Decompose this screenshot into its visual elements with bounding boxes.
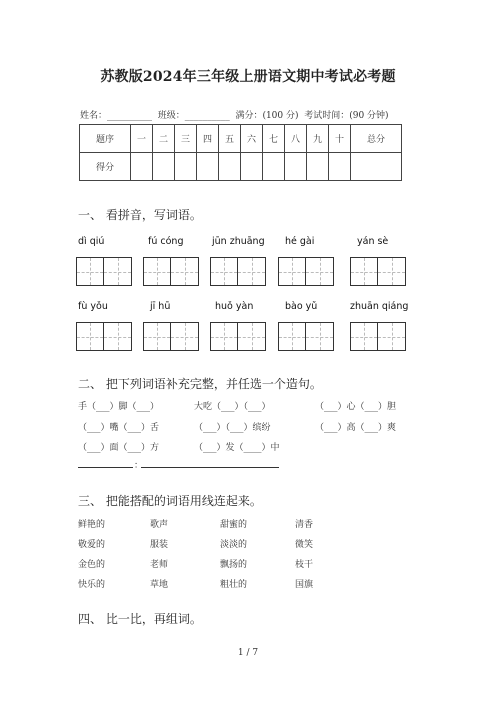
section-2-heading: 二、 把下列词语补充完整，并任选一个造句。 — [78, 377, 322, 391]
pinyin-label: fù yǒu — [78, 301, 108, 312]
header-cell: 九 — [307, 125, 329, 153]
writing-grid[interactable] — [350, 257, 406, 286]
match-word[interactable]: 枝干 — [295, 560, 314, 570]
writing-grid[interactable] — [76, 257, 132, 286]
writing-grid[interactable] — [278, 257, 334, 286]
section-3-heading: 三、 把能搭配的词语用线连起来。 — [78, 494, 262, 508]
fill-item[interactable]: （___）嘴（___）舌 — [78, 423, 160, 433]
score-cell[interactable] — [263, 153, 285, 181]
score-cell[interactable] — [153, 153, 175, 181]
header-cell: 四 — [197, 125, 219, 153]
score-table-score-row — [80, 153, 402, 181]
match-word[interactable]: 服装 — [150, 540, 169, 550]
section-1-heading: 一、 看拼音，写词语。 — [78, 208, 202, 222]
student-info-line: 姓名：__________ 班级：__________ 满分：(100 分) 考试时间：(90 分钟) — [80, 111, 389, 121]
pinyin-label: yán sè — [357, 236, 389, 247]
score-table — [79, 124, 402, 181]
header-cell: 一 — [131, 125, 153, 153]
score-cell[interactable] — [175, 153, 197, 181]
header-cell: 二 — [153, 125, 175, 153]
page-number: 1 / 7 — [237, 648, 259, 658]
match-word[interactable]: 老师 — [150, 560, 169, 570]
colon: ： — [134, 461, 144, 471]
writing-grid[interactable] — [278, 322, 334, 351]
fill-item[interactable]: （___）高（___）爽 — [315, 423, 397, 433]
match-word[interactable]: 淡淡的 — [220, 540, 248, 550]
score-cell[interactable] — [219, 153, 241, 181]
writing-grid[interactable] — [76, 322, 132, 351]
match-word[interactable]: 甜蜜的 — [220, 520, 248, 530]
match-word[interactable]: 鲜艳的 — [78, 520, 106, 530]
match-word[interactable]: 微笑 — [295, 540, 314, 550]
match-word[interactable]: 飘扬的 — [220, 560, 248, 570]
writing-grid[interactable] — [350, 322, 406, 351]
fill-item[interactable]: 大吃（___）（___） — [194, 402, 271, 412]
fill-item[interactable]: （___）面（___）方 — [78, 443, 160, 453]
section-4-heading: 四、 比一比，再组词。 — [78, 612, 202, 626]
pinyin-label: jī hū — [150, 301, 171, 312]
pinyin-label: hé gài — [285, 236, 315, 247]
score-cell[interactable] — [351, 153, 402, 181]
header-cell: 十 — [329, 125, 351, 153]
header-cell: 三 — [175, 125, 197, 153]
header-cell: 八 — [285, 125, 307, 153]
pinyin-label: bào yǔ — [285, 301, 318, 312]
header-cell: 题序 — [80, 125, 131, 153]
header-cell: 五 — [219, 125, 241, 153]
header-cell: 六 — [241, 125, 263, 153]
writing-grid[interactable] — [210, 257, 266, 286]
match-word[interactable]: 敬爱的 — [78, 540, 106, 550]
score-cell[interactable] — [329, 153, 351, 181]
score-cell[interactable] — [285, 153, 307, 181]
match-word[interactable]: 国旗 — [295, 580, 314, 590]
match-word[interactable]: 快乐的 — [78, 580, 106, 590]
score-row-label: 得分 — [80, 153, 131, 181]
fill-item[interactable]: （___）（___）缤纷 — [194, 423, 271, 433]
fill-item[interactable]: （___）发（____）中 — [194, 443, 280, 453]
header-cell: 七 — [263, 125, 285, 153]
pinyin-label: dì qiú — [78, 236, 105, 247]
pinyin-label: fú cóng — [148, 236, 184, 247]
writing-grid[interactable] — [143, 257, 199, 286]
score-cell[interactable] — [131, 153, 153, 181]
match-word[interactable]: 草地 — [150, 580, 169, 590]
sentence-blank[interactable] — [78, 467, 133, 468]
match-word[interactable]: 歌声 — [150, 520, 169, 530]
fill-item[interactable]: 手（___）脚（___） — [78, 402, 160, 412]
writing-grid[interactable] — [143, 322, 199, 351]
header-cell: 总分 — [351, 125, 402, 153]
match-word[interactable]: 粗壮的 — [220, 580, 248, 590]
match-word[interactable]: 金色的 — [78, 560, 106, 570]
page-title: 苏教版2024年三年级上册语文期中考试必考题 — [100, 69, 396, 85]
writing-grid[interactable] — [210, 322, 266, 351]
score-table-header-row — [80, 125, 402, 153]
score-cell[interactable] — [241, 153, 263, 181]
pinyin-label: zhuān qiáng — [350, 301, 409, 312]
pinyin-label: jūn zhuāng — [212, 236, 265, 247]
match-word[interactable]: 清香 — [295, 520, 314, 530]
fill-item[interactable]: （___）心（___）胆 — [315, 402, 397, 412]
score-cell[interactable] — [307, 153, 329, 181]
pinyin-label: huǒ yàn — [215, 301, 254, 312]
score-cell[interactable] — [197, 153, 219, 181]
sentence-blank[interactable] — [141, 467, 279, 468]
